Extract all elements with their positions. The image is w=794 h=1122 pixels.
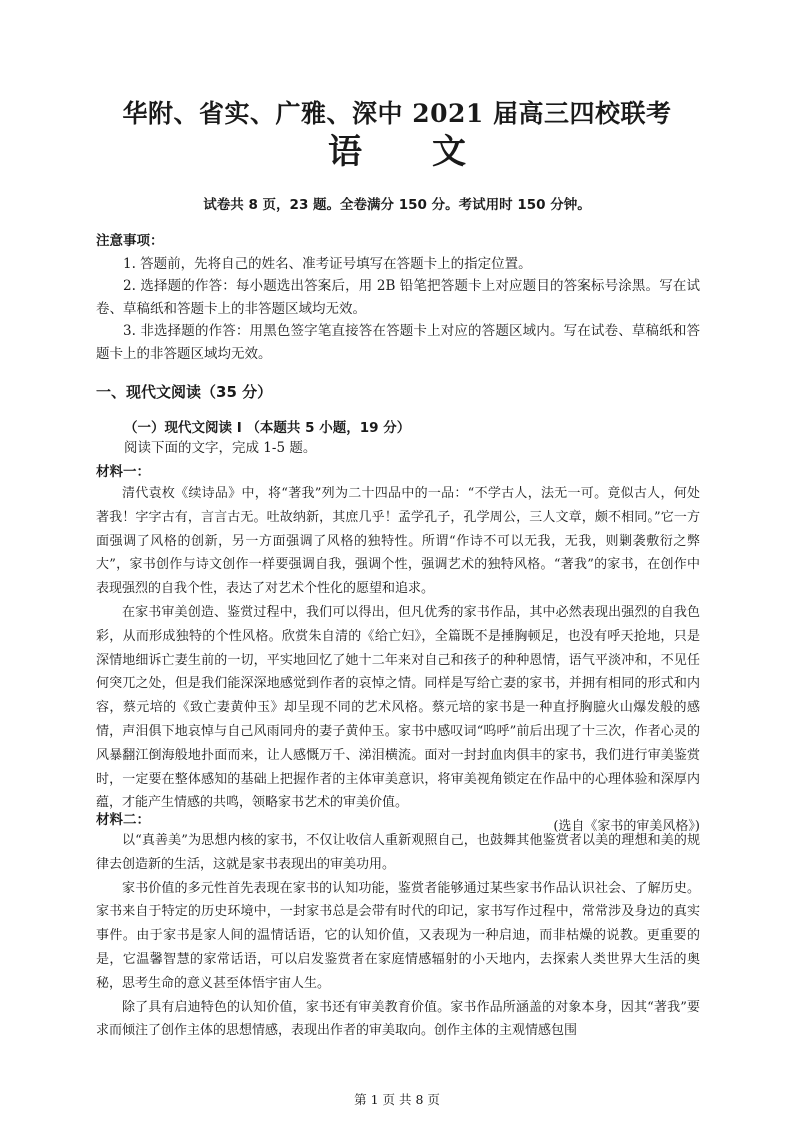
notice-heading: 注意事项： [96,233,164,249]
instruction-text: 阅读下面的文字，完成 1-5 题。 [124,440,317,456]
notice-item: 3. 非选择题的作答：用黑色签字笔直接答在答题卡上对应的答题区域内。写在试卷、草稿纸和答题卡上的非答题区域均无效。 [96,323,700,362]
material2-body [96,829,700,1043]
paragraph: 以“真善美”为思想内核的家书，不仅让收信人重新观照自己，也鼓舞其他鉴赏者以美的理想和美的规律去创造新的生活，这就是家书表现出的审美功用。 [96,833,700,872]
exam-info: 试卷共 8 页，23 题。全卷满分 150 分。考试用时 150 分钟。 [203,197,591,213]
subsection-title: （一）现代文阅读 I （本题共 5 小题，19 分） [124,420,411,436]
material1-label: 材料一： [96,464,150,480]
section-title: 一、现代文阅读（35 分） [96,383,273,401]
material2-label: 材料二： [96,812,150,828]
paragraph: 家书价值的多元性首先表现在家书的认知功能，鉴赏者能够通过某些家书作品认识社会、了解历史。家书来自于特定的历史环境中，一封家书总是会带有时代的印记，家书写作过程中，常常涉及身边的真实事件。由于家书是家人间的温情话语，它的认知价值，又表现为一种启迪，而非枯燥的说教。更重要的是，它温馨智慧的家常话语，可以启发鉴赏者在家庭情感辐射的小天地内，去探索人类世界大生活的奥秘，思考生命的意义甚至体悟宇宙人生。 [96,880,700,991]
instruction [124,437,700,460]
page-footer: 第 1 页 共 8 页 [354,1092,440,1107]
source-citation: (选自《家书的审美风格》) [553,819,700,835]
exam-title: 华附、省实、广雅、深中 2021 届高三四校联考 [122,99,672,128]
notice-item: 1. 答题前，先将自己的姓名、准考证号填写在答题卡上的指定位置。 [123,255,532,272]
paragraph: 除了具有启迪特色的认知价值，家书还有审美教育价值。家书作品所涵盖的对象本身，因其“著我”要求而倾注了创作主体的思想情感，表现出作者的审美取向。创作主体的主观情感包围 [96,999,700,1039]
material1-body [96,482,700,839]
paragraph: 清代袁枚《续诗品》中，将“著我”列为二十四品中的一品：“不学古人，法无一可。竟似古人，何处著我！字字古有，言言古无。吐故纳新，其庶几乎！孟学孔子，孔学周公，三人文章，颇不相同。”它一方面强调了风格的创新，另一方面强调了风格的独特性。所谓“作诗不可以无我，无我，则剿袭敷衍之弊大”，家书创作与诗文创作一样要强调自我，强调个性，强调艺术的独特风格。“著我”的家书，在创作中表现强烈的自我个性，表达了对艺术个性化的愿望和追求。 [96,486,700,597]
paragraph: 在家书审美创造、鉴赏过程中，我们可以得出，但凡优秀的家书作品，其中必然表现出强烈的自我色彩，从而形成独特的个性风格。欣赏朱自清的《给亡妇》，全篇既不是捶胸顿足，也没有呼天抢地，只是深情地细诉亡妻生前的一切，平实地回忆了她十二年来对自己和孩子的种种恩情，语气平淡冲和，不见任何突兀之处，但是我们能深深地感觉到作者的哀悼之情。同样是写给亡妻的家书，并拥有相同的形式和内容，蔡元培的《致亡妻黄仲玉》却呈现不同的艺术风格。蔡元培的家书是一种直抒胸臆火山爆发般的感情，声泪俱下地哀悼与自己风雨同舟的妻子黄仲玉。家书中感叹词“呜呼”前后出现了十三次，作者心灵的风暴翻江倒海般地扑面而来，让人感慨万千、涕泪横流。面对一封封血肉俱丰的家书，我们进行审美鉴赏时，一定要在整体感知的基础上把握作者的主体审美意识，将审美视角锁定在作品中的心理体验和深厚内蕴，才能产生情感的共鸣，领略家书艺术的审美价值。 (选自《家书的审美风格》) [96,601,700,839]
notice-item: 2. 选择题的作答：每小题选出答案后，用 2B 铅笔把答题卡上对应题目的答案标号涂黑。写在试卷、草稿纸和答题卡上的非答题区域均无效。 [96,278,700,317]
notice-block [96,230,700,365]
subject-title: 语文 [328,132,536,172]
